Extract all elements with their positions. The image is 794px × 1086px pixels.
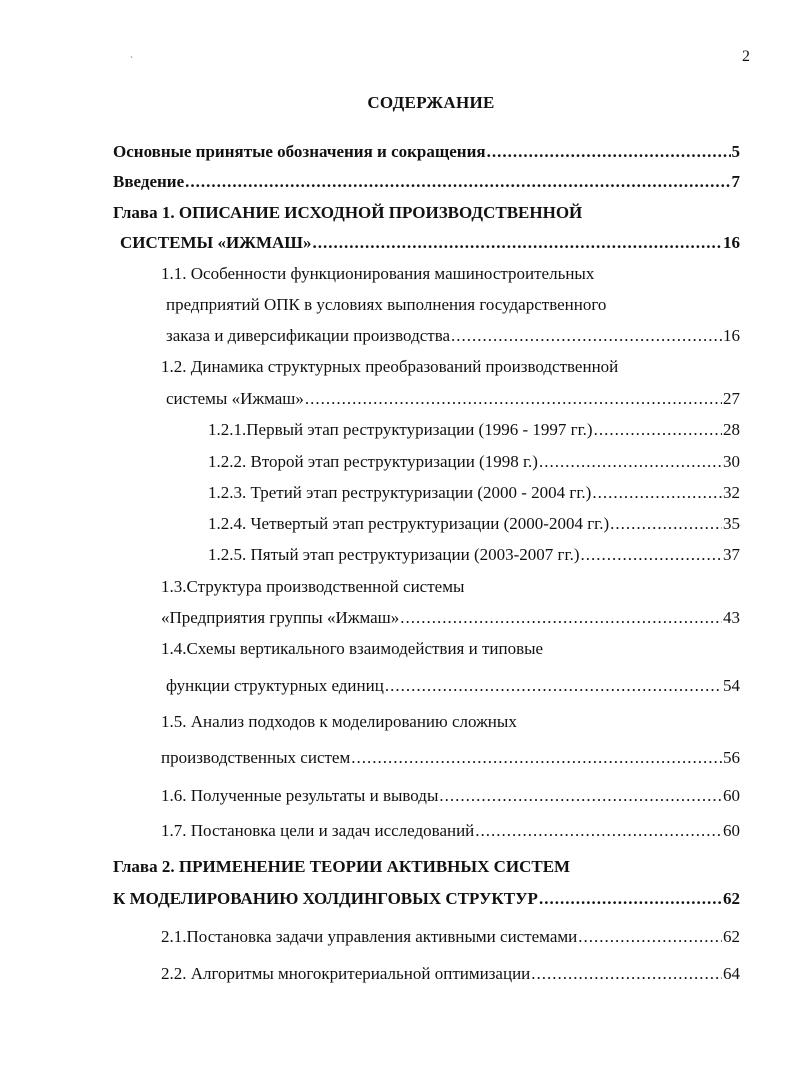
toc-entry-2-2[interactable]: 2.2. Алгоритмы многокритериальной оптимизации ..... 64 <box>161 964 740 984</box>
dot-leader <box>539 452 722 472</box>
dot-leader <box>439 786 722 806</box>
dot-leader <box>451 326 722 346</box>
toc-entry-1-6[interactable]: 1.6. Полученные результаты и выводы ..... 60 <box>161 786 740 806</box>
toc-entry-1-2-2[interactable]: 1.2.2. Второй этап реструктуризации (1998 г.) ..... 30 <box>208 452 740 472</box>
toc-entry-1-4[interactable]: функции структурных единиц ..... 54 <box>166 676 740 696</box>
dot-leader <box>312 233 722 253</box>
toc-entry-1-2[interactable]: системы «Ижмаш» ..... 27 <box>166 389 740 409</box>
toc-entry-intro[interactable]: Введение ..... 7 <box>113 172 740 192</box>
dot-leader <box>578 927 722 947</box>
dot-leader <box>385 676 722 696</box>
toc-entry-1-2-3[interactable]: 1.2.3. Третий этап реструктуризации (2000 - 2004 гг.) ..... 32 <box>208 483 740 503</box>
dot-leader <box>351 748 722 768</box>
section-1-1-line2: предприятий ОПК в условиях выполнения государственного <box>166 295 607 314</box>
toc-entry-2-1[interactable]: 2.1.Постановка задачи управления активными системами ..... 62 <box>161 927 740 947</box>
toc-entry-1-1[interactable]: заказа и диверсификации производства ..... 16 <box>166 326 740 346</box>
section-1-1-line1: 1.1. Особенности функционирования машиностроительных <box>161 264 595 283</box>
toc-entry-1-3[interactable]: «Предприятия группы «Ижмаш» ..... 43 <box>161 608 740 628</box>
toc-entry-1-2-4[interactable]: 1.2.4. Четвертый этап реструктуризации (2000-2004 гг.) ..... 35 <box>208 514 740 534</box>
page-number: 2 <box>742 48 750 65</box>
page-title: СОДЕРЖАНИЕ <box>367 93 495 112</box>
section-1-4-line1: 1.4.Схемы вертикального взаимодействия и типовые <box>161 639 544 658</box>
toc-entry-notation[interactable]: Основные принятые обозначения и сокращения ..... 5 <box>113 142 740 162</box>
dot-leader <box>594 420 722 440</box>
section-1-3-line1: 1.3.Структура производственной системы <box>161 577 465 596</box>
toc-entry-1-7[interactable]: 1.7. Постановка цели и задач исследований ..... 60 <box>161 821 740 841</box>
dot-leader <box>400 608 722 628</box>
toc-entry-1-2-1[interactable]: 1.2.1.Первый этап реструктуризации (1996 - 1997 гг.) ..... 28 <box>208 420 740 440</box>
section-1-2-line1: 1.2. Динамика структурных преобразований производственной <box>161 357 619 376</box>
dot-leader <box>610 514 722 534</box>
toc-entry-chapter-2[interactable]: К МОДЕЛИРОВАНИЮ ХОЛДИНГОВЫХ СТРУКТУР ..... 62 <box>113 889 740 909</box>
chapter-2-heading: Глава 2. ПРИМЕНЕНИЕ ТЕОРИИ АКТИВНЫХ СИСТЕМ <box>113 857 571 876</box>
toc-entry-1-2-5[interactable]: 1.2.5. Пятый этап реструктуризации (2003-2007 гг.) ..... 37 <box>208 545 740 565</box>
dot-leader <box>475 821 722 841</box>
dot-leader <box>539 889 722 909</box>
scan-mark: ` <box>130 56 134 67</box>
dot-leader <box>531 964 722 984</box>
dot-leader <box>592 483 722 503</box>
section-1-5-line1: 1.5. Анализ подходов к моделированию сложных <box>161 712 517 731</box>
toc-entry-1-5[interactable]: производственных систем ..... 56 <box>161 748 740 768</box>
chapter-1-heading: Глава 1. ОПИСАНИЕ ИСХОДНОЙ ПРОИЗВОДСТВЕННОЙ <box>113 203 583 222</box>
dot-leader <box>305 389 722 409</box>
dot-leader <box>487 142 731 162</box>
dot-leader <box>580 545 722 565</box>
toc-entry-chapter-1[interactable]: СИСТЕМЫ «ИЖМАШ» ..... 16 <box>120 233 740 253</box>
dot-leader <box>185 172 730 192</box>
